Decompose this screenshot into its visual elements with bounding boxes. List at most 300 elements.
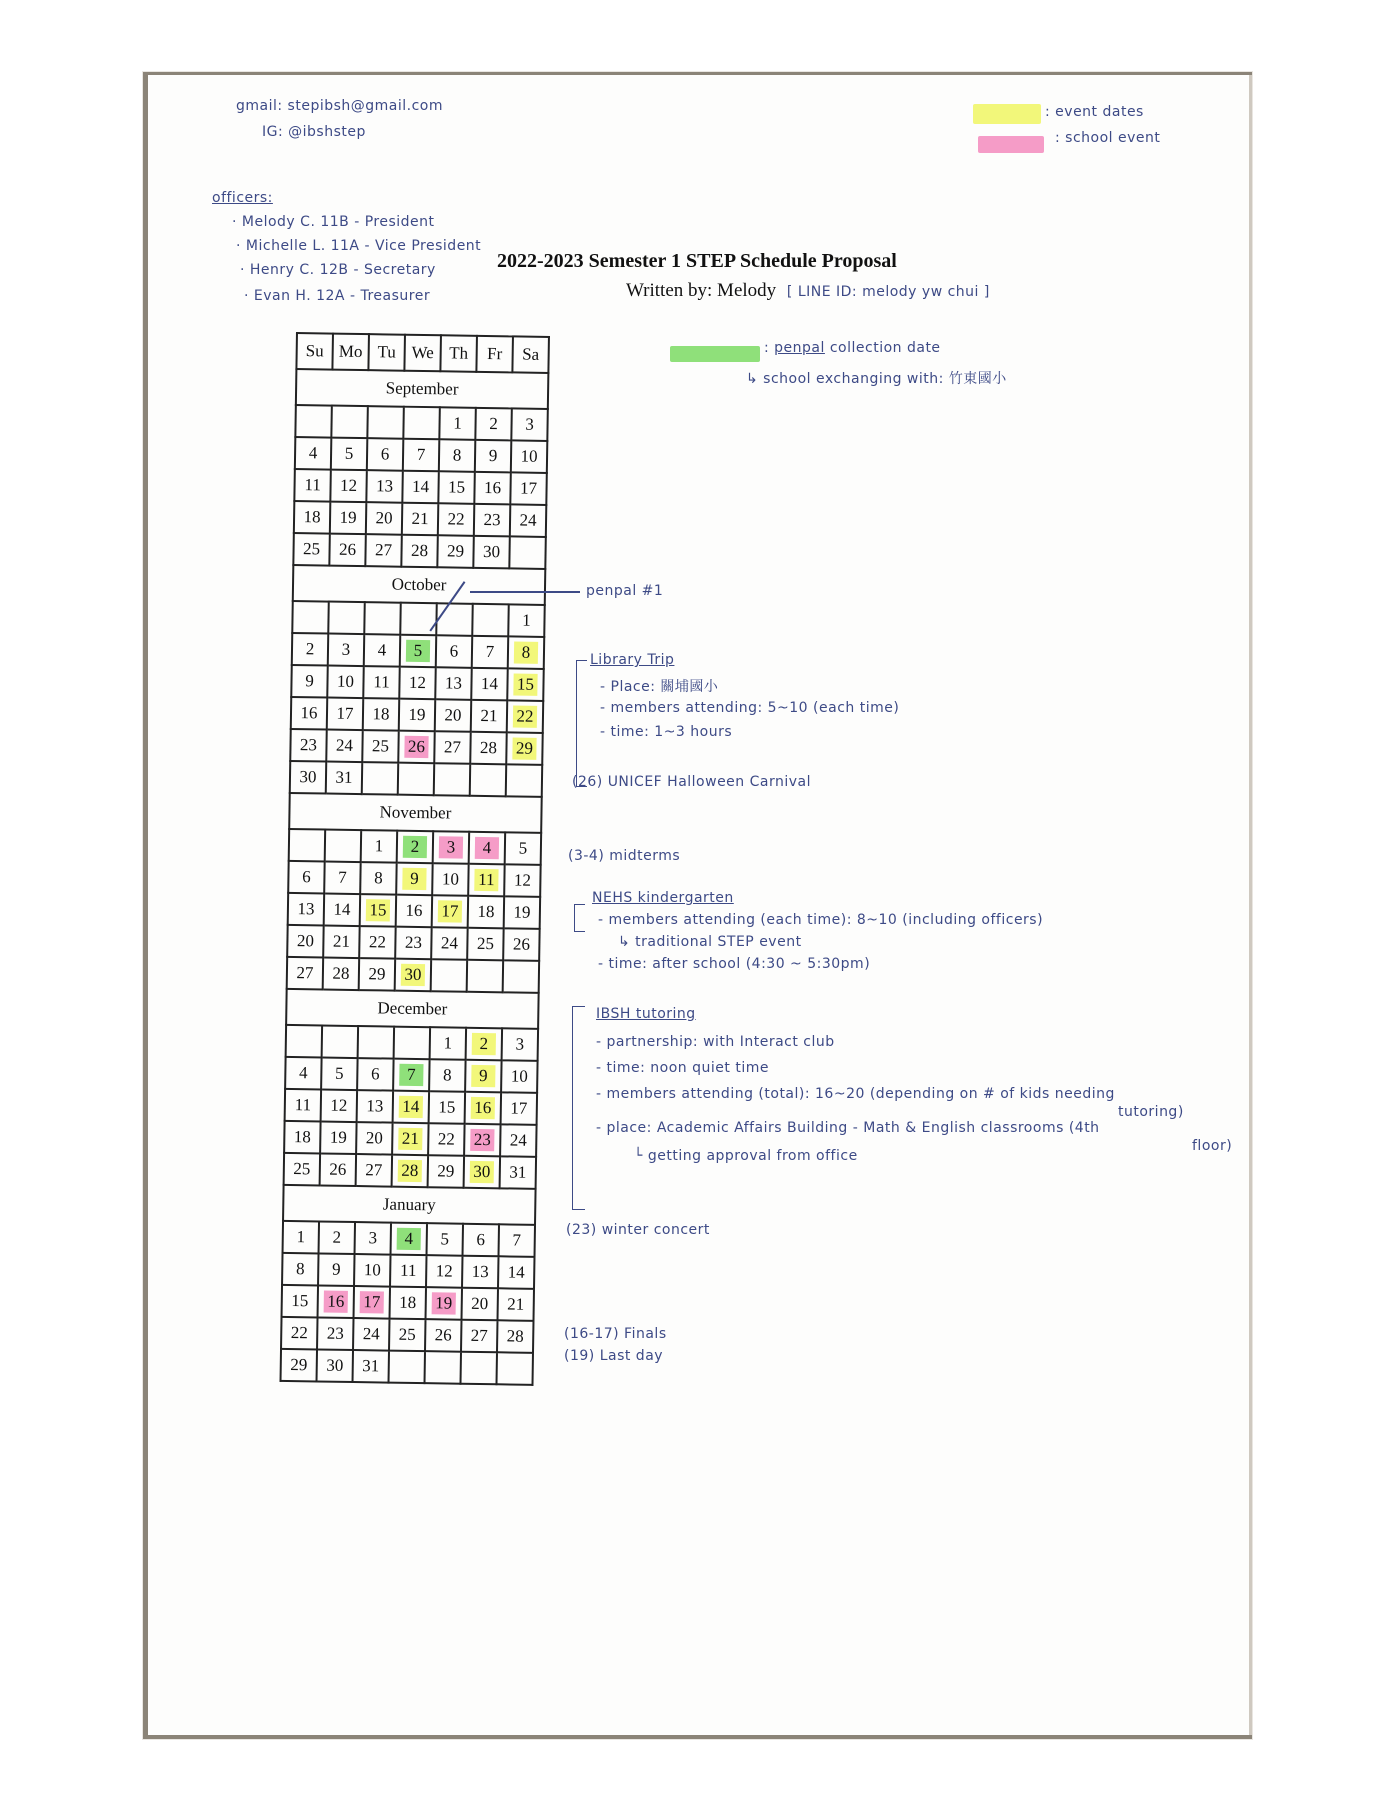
day-cell <box>502 1028 538 1061</box>
day-number: 20 <box>444 705 462 725</box>
day-number: 27 <box>443 737 462 757</box>
day-cell <box>503 960 539 993</box>
day-cell <box>391 1223 427 1256</box>
week-row <box>281 1317 533 1353</box>
day-cell <box>287 957 323 990</box>
day-cell <box>355 1222 391 1255</box>
day-cell <box>470 764 506 797</box>
day-number: 21 <box>480 705 498 726</box>
month-row <box>286 989 539 1029</box>
month-row <box>289 793 542 833</box>
weekday-label: Mo <box>332 334 369 371</box>
day-cell <box>282 1285 318 1318</box>
day-cell <box>281 1349 317 1382</box>
week-row <box>288 893 540 929</box>
day-number <box>503 1371 527 1373</box>
day-number: 15 <box>291 1291 309 1311</box>
day-number: 25 <box>476 933 495 954</box>
day-number <box>334 621 358 623</box>
day-number: 23 <box>326 1323 344 1343</box>
day-number <box>404 782 428 784</box>
day-cell <box>396 863 432 896</box>
day-number <box>328 1045 352 1047</box>
day-cell <box>473 536 509 569</box>
day-cell <box>508 636 544 669</box>
week-row <box>291 697 543 733</box>
week-row <box>294 501 546 537</box>
day-number: 20 <box>375 508 393 528</box>
day-number: 6 <box>380 444 390 464</box>
ibsh-heading: IBSH tutoring <box>596 1006 696 1022</box>
day-cell <box>324 894 360 927</box>
day-number: 11 <box>304 475 321 495</box>
day-cell <box>501 1092 537 1125</box>
day-number <box>364 1045 388 1047</box>
day-number: 8 <box>442 1065 452 1085</box>
day-cell <box>434 763 470 796</box>
day-number: 28 <box>398 1160 422 1182</box>
note-midterms: (3-4) midterms <box>568 848 681 864</box>
day-number: 4 <box>475 837 499 859</box>
day-cell <box>327 666 363 699</box>
day-number: 5 <box>440 1229 450 1249</box>
legend-school-event: : school event <box>1055 130 1161 146</box>
day-cell <box>399 699 435 732</box>
day-number: 30 <box>326 1355 344 1375</box>
day-number: 16 <box>300 703 318 723</box>
day-number: 4 <box>377 640 387 660</box>
day-number <box>292 1044 316 1046</box>
day-number <box>395 1370 419 1372</box>
month-name: December <box>286 989 539 1029</box>
day-cell <box>474 472 510 505</box>
day-number: 6 <box>302 867 311 887</box>
week-row <box>284 1121 536 1157</box>
day-number <box>478 623 502 625</box>
day-number: 11 <box>474 869 498 891</box>
day-cell <box>475 408 511 441</box>
day-number: 24 <box>509 1130 527 1150</box>
day-number: 27 <box>470 1325 488 1346</box>
day-cell <box>432 863 468 896</box>
day-cell <box>356 1122 392 1155</box>
penpal-rest: collection date <box>824 340 941 356</box>
day-number: 8 <box>452 445 462 465</box>
day-cell <box>428 1123 464 1156</box>
month-row <box>283 1185 536 1225</box>
month-row <box>296 369 549 409</box>
day-number <box>431 1370 455 1372</box>
day-cell <box>359 958 395 991</box>
day-cell <box>330 470 366 503</box>
day-cell <box>496 1352 532 1385</box>
day-cell <box>428 1155 464 1188</box>
officer-item: · Michelle L. 11A - Vice President <box>236 238 482 254</box>
day-cell <box>281 1317 317 1350</box>
day-number: 18 <box>293 1127 312 1147</box>
day-cell <box>294 469 330 502</box>
day-number: 22 <box>513 705 537 727</box>
day-number: 2 <box>305 639 315 659</box>
day-number: 27 <box>365 1160 383 1180</box>
day-number: 17 <box>360 1291 384 1313</box>
day-cell <box>497 1320 533 1353</box>
day-number: 19 <box>408 704 426 725</box>
day-cell <box>293 533 329 566</box>
day-cell <box>285 1089 321 1122</box>
officer-item: · Evan H. 12A - Treasurer <box>244 288 431 304</box>
day-cell <box>438 471 474 504</box>
day-number <box>338 425 362 427</box>
day-cell <box>461 1320 497 1353</box>
week-row <box>284 1153 536 1189</box>
ibsh-time: - time: noon quiet time <box>596 1060 769 1076</box>
week-row <box>292 601 544 637</box>
library-time: - time: 1~3 hours <box>600 724 733 740</box>
day-number: 25 <box>398 1324 416 1345</box>
library-heading: Library Trip <box>590 652 675 668</box>
month-name: November <box>289 793 542 833</box>
day-number: 10 <box>441 869 460 889</box>
day-cell <box>438 503 474 536</box>
day-number <box>442 622 466 624</box>
day-cell <box>287 925 323 958</box>
nehs-heading: NEHS kindergarten <box>592 890 734 906</box>
legend-yellow-swatch <box>973 104 1041 124</box>
day-cell <box>465 1060 501 1093</box>
day-cell <box>395 959 431 992</box>
day-number: 2 <box>332 1227 342 1247</box>
day-cell <box>433 831 469 864</box>
day-number: 13 <box>471 1261 489 1282</box>
ibsh-approval: └ getting approval from office <box>634 1148 858 1164</box>
day-cell <box>469 832 505 865</box>
day-number: 26 <box>512 934 531 954</box>
day-cell <box>356 1154 392 1187</box>
day-number: 5 <box>334 1063 344 1083</box>
day-number: 28 <box>479 737 498 758</box>
day-cell <box>439 407 475 440</box>
day-cell <box>282 1253 318 1286</box>
ibsh-place: - place: Academic Affairs Building - Math & English classrooms (4th <box>596 1120 1100 1136</box>
day-number: 15 <box>513 673 537 695</box>
day-number: 28 <box>506 1326 524 1346</box>
day-cell <box>464 1156 500 1189</box>
week-row <box>295 405 547 441</box>
day-number: 9 <box>331 1259 341 1279</box>
day-cell <box>291 697 327 730</box>
day-cell <box>506 764 542 797</box>
day-cell <box>330 502 366 535</box>
day-cell <box>500 1156 536 1189</box>
day-number: 13 <box>375 476 394 496</box>
week-row <box>294 469 546 505</box>
day-cell <box>472 604 508 637</box>
day-number: 7 <box>399 1064 423 1086</box>
week-row <box>292 633 544 669</box>
day-number: 17 <box>336 703 354 723</box>
day-cell <box>323 926 359 959</box>
day-number: 30 <box>401 964 425 986</box>
day-cell <box>500 1124 536 1157</box>
day-number <box>473 979 497 981</box>
day-number <box>440 782 464 784</box>
day-number <box>331 849 355 851</box>
day-number: 6 <box>449 641 459 661</box>
day-cell <box>360 894 396 927</box>
day-number: 30 <box>482 541 501 562</box>
month-name: October <box>293 565 546 605</box>
penpal-label: penpal <box>774 340 825 356</box>
day-number: 19 <box>339 507 357 527</box>
library-bracket <box>576 660 587 787</box>
month-name: January <box>283 1185 536 1225</box>
day-number <box>370 621 394 623</box>
instagram-text: IG: @ibshstep <box>262 124 366 140</box>
day-number: 3 <box>368 1228 378 1248</box>
day-cell <box>462 1288 498 1321</box>
day-cell <box>393 1091 429 1124</box>
day-number: 8 <box>295 1259 305 1279</box>
day-cell <box>426 1255 462 1288</box>
day-cell <box>431 959 467 992</box>
ibsh-members: - members attending (total): 16~20 (depending on # of kids needing <box>596 1086 1115 1102</box>
day-number: 29 <box>512 737 536 759</box>
nehs-bracket <box>574 904 585 932</box>
day-number <box>302 424 326 426</box>
day-number: 3 <box>515 1034 525 1054</box>
penpal-legend: : penpal collection date <box>764 340 941 356</box>
day-cell <box>295 437 331 470</box>
note-penpal1: penpal #1 <box>586 583 664 599</box>
day-number: 25 <box>371 736 390 756</box>
day-number: 22 <box>437 1129 455 1149</box>
day-cell <box>284 1121 320 1154</box>
day-cell <box>362 730 398 763</box>
day-number: 5 <box>518 838 528 858</box>
day-number: 3 <box>439 836 463 858</box>
day-number: 6 <box>476 1229 486 1250</box>
week-row <box>291 665 543 701</box>
day-number: 26 <box>338 539 357 559</box>
day-number: 31 <box>335 767 353 787</box>
day-cell <box>367 438 403 471</box>
officers-heading: officers: <box>212 190 273 206</box>
day-number: 24 <box>519 510 537 530</box>
weekday-label: Th <box>440 335 477 372</box>
day-number: 26 <box>404 736 428 758</box>
day-cell <box>464 1124 500 1157</box>
day-cell <box>436 603 472 636</box>
officer-item: · Henry C. 12B - Secretary <box>240 262 436 278</box>
day-cell <box>294 501 330 534</box>
day-cell <box>430 1027 466 1060</box>
day-cell <box>290 761 326 794</box>
day-cell <box>507 668 543 701</box>
day-number: 21 <box>332 931 351 951</box>
day-cell <box>425 1351 461 1384</box>
day-cell <box>510 472 546 505</box>
weekday-label: Su <box>296 333 333 370</box>
day-number: 5 <box>344 443 354 463</box>
day-cell <box>323 958 359 991</box>
month-row <box>293 565 546 605</box>
day-cell <box>320 1153 356 1186</box>
day-number: 4 <box>397 1228 421 1250</box>
day-number: 13 <box>444 673 463 693</box>
day-cell <box>289 829 325 862</box>
day-cell <box>321 1057 357 1090</box>
day-number: 27 <box>374 540 393 560</box>
gmail-text: gmail: stepibsh@gmail.com <box>236 98 444 114</box>
week-row <box>282 1253 534 1289</box>
day-number: 19 <box>513 902 531 922</box>
day-number: 20 <box>365 1128 384 1148</box>
penpal1-pointer <box>470 591 580 593</box>
officer-item: · Melody C. 11B - President <box>232 214 435 230</box>
semester-calendar <box>280 332 550 1386</box>
day-cell <box>463 1224 499 1257</box>
nehs-members: - members attending (each time): 8~10 (including officers) <box>598 912 1044 928</box>
day-cell <box>359 926 395 959</box>
weekday-header-row <box>296 333 549 373</box>
day-number: 16 <box>483 477 502 498</box>
day-number: 20 <box>296 931 315 951</box>
day-cell <box>331 406 367 439</box>
day-cell <box>504 896 540 929</box>
day-number: 14 <box>333 899 351 919</box>
day-cell <box>498 1256 534 1289</box>
day-cell <box>365 534 401 567</box>
day-number: 10 <box>520 446 538 466</box>
day-cell <box>390 1255 426 1288</box>
day-cell <box>326 762 362 795</box>
day-number: 9 <box>305 671 314 691</box>
day-number: 7 <box>338 867 347 887</box>
day-number <box>509 979 533 981</box>
month-name: September <box>296 369 549 409</box>
library-place: - Place: 關埔國小 <box>600 679 719 695</box>
day-number: 17 <box>510 1098 528 1118</box>
day-number <box>406 622 430 624</box>
byline <box>626 280 990 302</box>
day-cell <box>461 1352 497 1385</box>
day-number: 5 <box>406 640 430 662</box>
week-row <box>283 1221 535 1257</box>
week-row <box>282 1285 534 1321</box>
page-title: 2022-2023 Semester 1 STEP Schedule Proposal <box>497 250 897 272</box>
nehs-traditional: ↳ traditional STEP event <box>618 934 802 950</box>
day-number <box>295 848 319 850</box>
day-cell <box>317 1317 353 1350</box>
day-cell <box>435 699 471 732</box>
day-cell <box>509 536 545 569</box>
day-cell <box>506 732 542 765</box>
day-number: 11 <box>399 1260 417 1281</box>
day-number: 10 <box>363 1260 381 1280</box>
day-number: 23 <box>483 509 501 530</box>
day-number: 29 <box>446 541 465 561</box>
day-number <box>410 426 434 428</box>
day-cell <box>401 535 437 568</box>
day-number: 26 <box>329 1159 347 1179</box>
day-cell <box>435 667 471 700</box>
day-cell <box>432 895 468 928</box>
day-number <box>515 555 539 557</box>
day-number: 17 <box>438 900 462 922</box>
week-row <box>295 437 547 473</box>
day-cell <box>358 1026 394 1059</box>
day-number: 14 <box>480 673 499 694</box>
day-cell <box>399 667 435 700</box>
day-cell <box>364 602 400 635</box>
day-cell <box>431 927 467 960</box>
day-cell <box>328 634 364 667</box>
day-cell <box>471 668 507 701</box>
day-number: 4 <box>298 1063 308 1083</box>
day-cell <box>462 1256 498 1289</box>
day-number: 21 <box>507 1294 525 1314</box>
week-row <box>290 761 542 797</box>
ibsh-members-cont: tutoring) <box>1118 1104 1184 1120</box>
day-number: 24 <box>362 1324 380 1344</box>
day-cell <box>499 1224 535 1257</box>
day-number: 20 <box>471 1293 489 1314</box>
day-number: 16 <box>324 1291 348 1313</box>
day-number: 18 <box>477 901 495 922</box>
day-number: 19 <box>432 1292 456 1314</box>
line-id: [ LINE ID: melody yw chui ] <box>786 284 990 300</box>
day-cell <box>354 1254 390 1287</box>
day-cell <box>498 1288 534 1321</box>
day-number: 15 <box>366 899 390 921</box>
day-cell <box>510 504 546 537</box>
day-cell <box>403 439 439 472</box>
day-number: 7 <box>416 444 426 465</box>
day-cell <box>434 731 470 764</box>
day-cell <box>426 1287 462 1320</box>
day-cell <box>475 440 511 473</box>
day-number <box>512 783 536 785</box>
day-cell <box>508 604 544 637</box>
day-cell <box>397 831 433 864</box>
day-cell <box>395 927 431 960</box>
day-cell <box>363 698 399 731</box>
day-number: 3 <box>341 639 351 659</box>
day-number: 22 <box>368 932 387 952</box>
weekday-label: We <box>404 335 441 372</box>
day-cell <box>367 406 403 439</box>
day-number: 15 <box>447 477 466 497</box>
day-cell <box>331 438 367 471</box>
day-cell <box>467 928 503 961</box>
day-cell <box>319 1221 355 1254</box>
day-number: 31 <box>509 1162 527 1182</box>
day-number <box>467 1371 491 1373</box>
day-cell <box>361 830 397 863</box>
day-cell <box>402 503 438 536</box>
day-cell <box>392 1123 428 1156</box>
week-row <box>289 829 541 865</box>
day-number: 14 <box>399 1096 423 1118</box>
day-number <box>374 425 398 427</box>
day-number: 9 <box>488 446 498 466</box>
day-number: 29 <box>437 1161 455 1181</box>
day-number: 27 <box>296 963 314 983</box>
week-row <box>285 1089 537 1125</box>
day-cell <box>284 1153 320 1186</box>
note-last-day: (19) Last day <box>564 1348 664 1364</box>
